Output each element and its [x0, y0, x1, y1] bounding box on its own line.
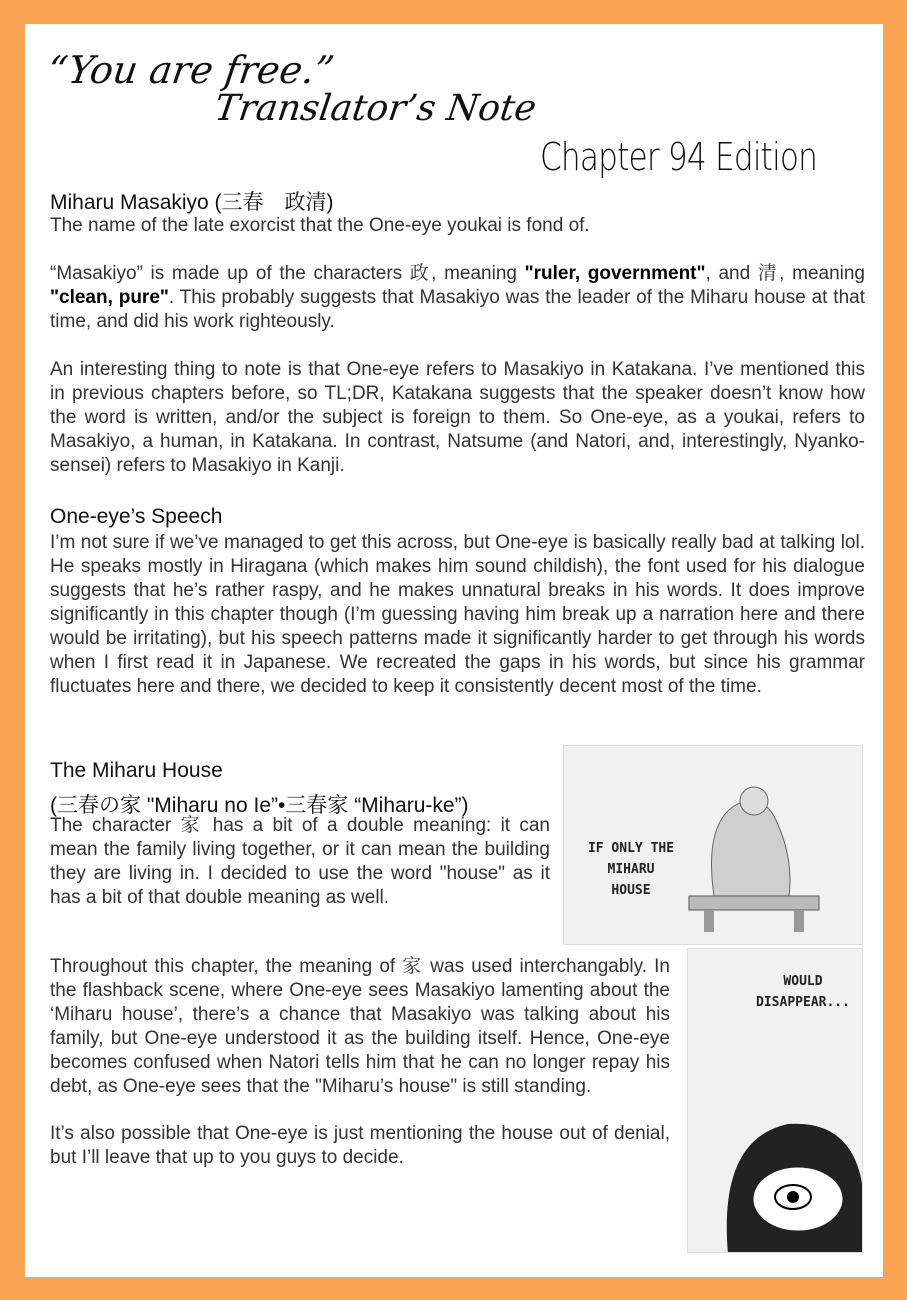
section-subheading: (三春の家 "Miharu no Ie”•三春家 “Miharu-ke”)	[50, 794, 469, 817]
title-line-2: Translator’s Note	[212, 88, 539, 129]
paragraph: The name of the late exorcist that the One-eye youkai is fond of.	[50, 215, 590, 236]
edition-label: Chapter 94 Edition	[540, 135, 818, 179]
text: , and 清, meaning	[705, 263, 865, 284]
paragraph: I’m not sure if we’ve managed to get this across, but One-eye is basically really bad at talking lol. He speaks mostly in Hiragana (which makes him sound childish), the font used for his dialogue suggests that he’s rather raspy, and he makes unnatural breaks in his words. It does improve significantly in this chapter though (I’m guessing having him break up a narration here and there would be irritating), but his speech patterns made it significantly harder to get through his words when I first read it in Japanese. We recreated the gaps in his words, but since his grammar fluctuates here and there, we decided to keep it consistently decent most of the time.	[50, 532, 865, 697]
speech-bubble: IF ONLY THE MIHARU HOUSE	[587, 841, 675, 898]
paragraph: It’s also possible that One-eye is just mentioning the house out of denial, but I’ll leave that up to you guys to decide.	[50, 1123, 670, 1168]
manga-panel-image	[687, 948, 863, 1253]
section-heading: The Miharu House	[50, 759, 223, 782]
section-heading: Miharu Masakiyo (三春 政清)	[50, 191, 334, 214]
bold-text: "clean, pure"	[50, 287, 169, 308]
paragraph: An interesting thing to note is that One-eye refers to Masakiyo in Katakana. I’ve mentioned this in previous chapters before, so TL;DR, Katakana suggests that the speaker doesn’t know how the word is written, and/or the subject is foreign to them. So One-eye, as a youkai, refers to Masakiyo, a human, in Katakana. In contrast, Natsume (and Natori, and, interestingly, Nyanko-sensei) refers to Masakiyo in Kanji.	[50, 359, 865, 476]
section-heading: One-eye’s Speech	[50, 505, 223, 528]
paragraph: The character 家 has a bit of a double meaning: it can mean the family living together, or it can mean the building they are living in. I decided to use the word "house" as it has a bit of that double meaning as well.	[50, 815, 550, 908]
paragraph	[50, 262, 865, 334]
text: “Masakiyo” is made up of the characters 政, meaning	[50, 263, 525, 284]
bold-text: "ruler, government"	[524, 263, 706, 284]
title-line-1: “You are free.”	[44, 48, 337, 92]
manga-panel-image	[563, 745, 863, 945]
paragraph: Throughout this chapter, the meaning of 家 was used interchangably. In the flashback scene, where One-eye sees Masakiyo lamenting about the ‘Miharu house’, there’s a chance that Masakiyo was talking about his family, but One-eye understood it as the building itself. Hence, One-eye becomes confused when Natori tells him that he can no longer repay his debt, as One-eye sees that the "Miharu’s house" is still standing.	[50, 956, 670, 1097]
speech-bubble: WOULD DISAPPEAR...	[756, 974, 850, 1010]
text: . This probably suggests that Masakiyo was the leader of the Miharu house at that time, and did his work righteously.	[50, 287, 865, 332]
